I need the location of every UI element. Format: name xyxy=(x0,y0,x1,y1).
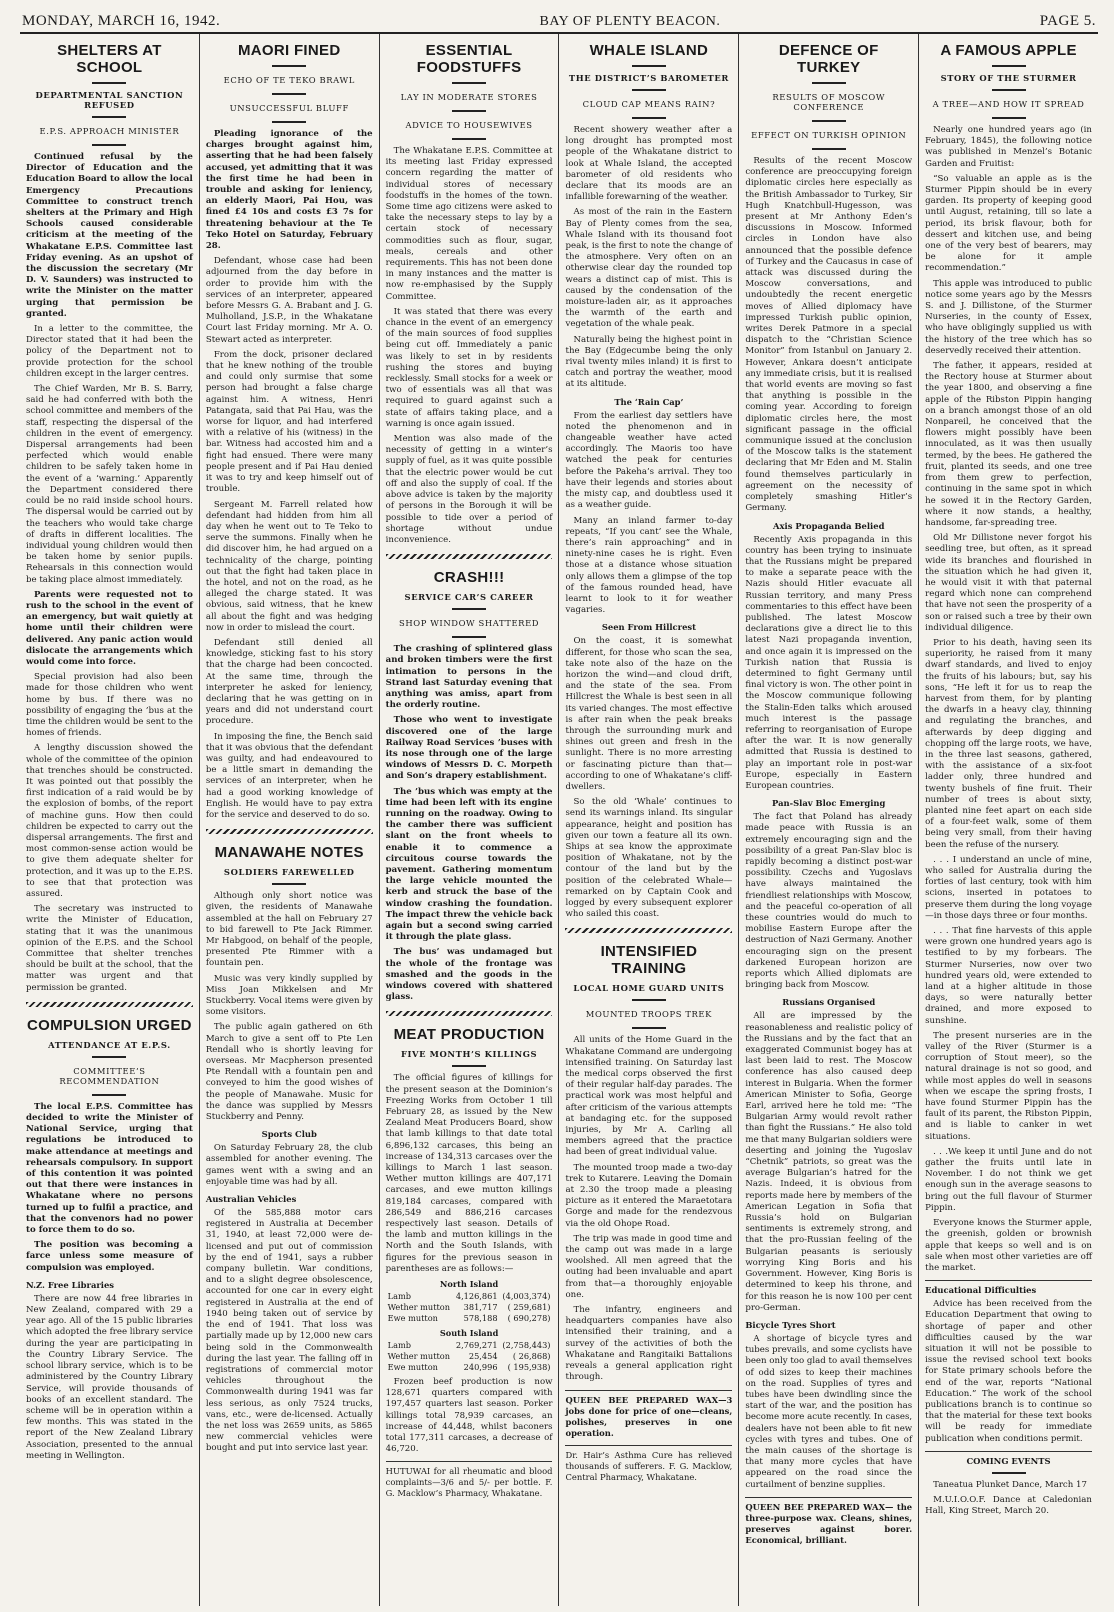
headline-apple: A FAMOUS APPLE xyxy=(940,42,1077,59)
paragraph: Pleading ignorance of the charges brought against him, asserting that he had been falsely accused, yet admitting that it was the first time he had been in trouble and asking for leniency, an elderly Maori, Pai Hou, was fined £4 10s and costs £3 7s for threatening behaviour at the Te Teko Hotel on Saturday, February 28. xyxy=(205,129,373,252)
subhead: MOUNTED TROOPS TREK xyxy=(585,1009,713,1020)
paragraph: Although only short notice was given, the residents of Manawahe assembled at the hall on February 27 to bid farewell to Pte Jack Rimmer. Mr Habgood, on behalf of the people, presented Pte Rimmer with a fountain pen. xyxy=(205,891,373,969)
paragraph: The fact that Poland has already made peace with Russia is an extremely encouraging sign and the possibility of a great Pan-Slav bloc is rapidly becoming a distinct post-war possibility. Czechs and Yugoslavs have always maintained the friendliest relationships with Moscow, and the peaceful co-operation of all these countries would do much to mobilise Eastern Europe after the destruction of Nazi Germany. Another encouraging sign on the present darkened European horizon are reports which Allied diplomats are bringing back from Moscow. xyxy=(745,812,913,991)
divider xyxy=(272,65,306,67)
table-row xyxy=(386,1302,553,1313)
column-4 xyxy=(559,34,739,1606)
column-1 xyxy=(20,34,200,1606)
column-3 xyxy=(380,34,560,1606)
paragraph: All are impressed by the reasonableness and realistic policy of the Russians and by the fact that an exaggerated Communist bogey has at last been laid to rest. The Moscow conference has also caused deep interest in Bulgaria. When the former American Minister to Sofia, George Earl, arrived here he told me: “The Bulgarian Army would revolt rather than fight the Russians.” He also told me that many Bulgarian soldiers were deserting and joining the Yugoslav “Chetnik” patriots, so great was the average Bulgarian’s hatred for the Nazis. Indeed, it is obvious from reports made here by members of the American Legation in Sofia that Russia’s hold on Bulgarian sentiments is extremely strong, and that the pro-Russian feeling of the Bulgarian peasants is seriously worrying King Boris and his Government. However, King Boris is determined to keep his throne, and for this reason he is now 100 per cent pro-German. xyxy=(745,1011,913,1313)
subhead: E.P.S. APPROACH MINISTER xyxy=(39,126,180,136)
table-row xyxy=(386,1313,553,1324)
paragraph: The bus’ was undamaged but the whole of the frontage was smashed and the goods in the windows covered with shattered glass. xyxy=(385,947,553,1003)
paragraph: Sergeant M. Farrell related how defendant had hidden from him all day when he went out to Te Teko to serve the summons. Finally when he did discover him, he had argued on a technicality of the charge, pointing out that the fight had taken place in the hotel, and not on the road, as he alleged the charge stated. It was obvious, said witness, that he knew all about the fight and was hedging now in order to mislead the court. xyxy=(205,499,373,633)
advertisement: QUEEN BEE PREPARED WAX— the three-purpose wax. Cleans, shines, preserves against borer. Economical, brilliant. xyxy=(745,1497,912,1546)
paragraph: The official figures of killings for the present season at the Dominion’s Freezing Works from October 1 till February 28, as issued by the New Zealand Meat Producers Board, show that lamb killings to that date total 6,896,132 carcases, this being an increase of 134,313 carcases over the killings to March 1 last season. Wether mutton killings are 407,171 carcases, and ewe mutton killings 819,184 carcases, compared with 286,549 and 886,216 carcases respectively last season. Details of the lamb and mutton killings in the North and the South Islands, with figures for the previous season in parentheses are as follows:— xyxy=(385,1073,553,1274)
divider xyxy=(992,65,1026,67)
subhead: SOLDIERS FAREWELLED xyxy=(223,867,355,878)
divider xyxy=(812,148,846,150)
paragraph: Of the 585,888 motor cars registered in Australia at December 31, 1940, at least 72,000 were de-licensed and put out of commission by the end of 1941, says a rubber company bulletin. War conditions, and to a slight degree obsolescence, accounted for one car in every eight registered in Australia at the end of 1940 being taken out of service by the end of 1941. That loss was partially made up by 12,000 new cars being sold in the Commonwealth during the last year. The falling off in registrations of commercial motor vehicles throughout the Commonwealth during 1941 was far less serious, as only 7524 trucks, vans, etc., were de-licensed. Actually the net loss was 2659 units, as 5865 new commercial vehicles were bought and put into service last year. xyxy=(205,1208,373,1454)
table-cell: ( 690,278) xyxy=(507,1313,551,1324)
paragraph: Old Mr Dillistone never forgot his seedling tree, but often, as it spread wide its branches and flourished in the situation which he had given it, he would visit it with that paternal regard which none can comprehend that have not seen the prosperity of a son or raised such a tree by their own individual diligence. xyxy=(925,533,1092,633)
headline-shelters: SHELTERS AT SCHOOL xyxy=(57,42,162,76)
paragraph: On Saturday February 28, the club assembled for another evening. The games went with a swing and an enjoyable time was had by all. xyxy=(205,1143,373,1187)
section-heading: Sports Club xyxy=(261,1129,317,1140)
table-cell: ( 26,868) xyxy=(512,1351,551,1362)
subhead: FIVE MONTH’S KILLINGS xyxy=(400,1049,538,1060)
advertisement: Dr. Hair’s Asthma Cure has relieved thousands of sufferers. F. G. Macklow, Central Pharmacy, Whakatane. xyxy=(565,1445,732,1483)
paragraph: Many an inland farmer to-day repeats, “If you cant’ see the Whale, there’s rain approaching” and in ninety-nine cases he is right. Even those at a distance whose situation only allows them a glimpse of the top of the famous rounded head, have learnt to look to it for weather vagaries. xyxy=(565,515,733,616)
table-cell: Ewe mutton xyxy=(387,1362,438,1373)
subhead: RESULTS OF MOSCOW CONFERENCE xyxy=(772,92,886,112)
south-island-table xyxy=(386,1340,553,1373)
paragraph: Recent showery weather after a long drought has prompted most people of the Whakatane district to look at Whale Island, the accepted barometer of old residents who declare that its moods are an infallible forewarning of the weather. xyxy=(565,125,733,203)
table-cell: 2,769,271 xyxy=(455,1340,498,1351)
divider xyxy=(812,120,846,122)
table-cell: 25,454 xyxy=(468,1351,498,1362)
subhead: CLOUD CAP MEANS RAIN? xyxy=(582,99,716,109)
paragraph: The infantry, engineers and headquarters companies have also intensified their training, and a survey of the activities of both the Whakatane and Rangitaiki Battalions reveals a general application right through. xyxy=(565,1305,733,1383)
headline-compulsion: COMPULSION URGED xyxy=(27,1016,192,1034)
event-item: Taneatua Plunket Dance, March 17 xyxy=(933,1479,1087,1490)
wave-divider xyxy=(386,554,553,559)
paragraph: The local E.P.S. Committee has decided to write the Minister of National Service, urging that regulations be introduced to make attendance at meetings and rehearsals compulsory. In support of this contention it was pointed out that there were instances in Whakatane where no persons turned up to fulfil a practice, and that the convenors had no power to force them to do so. xyxy=(26,1101,193,1236)
table-cell: ( 259,681) xyxy=(507,1302,551,1313)
subhead: LAY IN MODERATE STORES xyxy=(400,92,538,102)
paragraph: Nearly one hundred years ago (in February, 1845), the following notice was published in Menzel’s Botanic Garden and Fruitist: xyxy=(925,125,1092,169)
divider xyxy=(452,110,486,112)
paragraph: A shortage of bicycle tyres and tubes prevails, and some cyclists have been only too glad to avail themselves of odd sizes to keep their machines on the road. Supplies of tyres and tubes have been dwindling since the start of the war, and the position has become more acute recently. In cases, dealers have not been able to fit new cycles with tyres and tubes. One of the main causes of the shortage is that many more cycles that have appeared on the road since the curtailment of benzine supplies. xyxy=(745,1333,913,1490)
divider xyxy=(632,89,666,91)
table-cell: (2,758,443) xyxy=(502,1340,551,1351)
paragraph: Advice has been received from the Education Department that owing to shortage of paper and other difficulties caused by the war situation it will not be possible to issue the revised school text books for State primary schools before the end of the war, reports “National Education.” The work of the school publications branch is to continue so that the material for these text books will be ready for immediate publication when conditions permit. xyxy=(925,1299,1092,1444)
table-row xyxy=(386,1340,553,1351)
paragraph: The ’bus which was empty at the time had been left with its engine running on the roadway. Owing to the camber there was sufficient slant on the front wheels to enable it to commence a circuitous course towards the pavement. Gathering momentum the large vehicle mounted the kerb and struck the base of the window crashing the foundation. The impact threw the vehicle back again but a second swing carried it through the plate glass. xyxy=(385,786,553,943)
section-heading: N.Z. Free Libraries xyxy=(26,1279,115,1290)
column-6 xyxy=(919,34,1098,1606)
subhead: LOCAL HOME GUARD UNITS xyxy=(573,983,725,994)
paragraph: Results of the recent Moscow conference are preoccupying foreign diplomatic circles here especially as the British Ambassador to Turkey, Sir Hugh Knatchbull-Hugesson, was present at Mr Anthony Eden’s discussions in Moscow. Informed circles in London have also announced that the possible defence of Turkey and the Caucasus in case of attack was discussed during the Moscow conversations, and undoubtedly the recent energetic moves of Allied diplomacy have impressed Turkish public opinion, writes Derek Patmore in a special dispatch to the “Christian Science Monitor” from Istanbul on January 2. However, Ankara doesn’t anticipate any immediate crisis, but it is realised that world events are moving so fast that anything is possible in the coming year. According to foreign diplomatic circles here, the most significant passage in the official communique issued at the conclusion of the Moscow talks is the statement declaring that Mr Eden and M. Stalin found themselves particularly in agreement on the necessity of completely smashing Hitler’s Germany. xyxy=(745,156,913,514)
paragraph: From the earliest day settlers have noted the phenomenon and in changeable weather have acted accordingly. The Maoris too have watched the peak for centuries before the Pakeha’s arrival. They too have their legends and stories about the misty cap, and doubtless used it as a weather guide. xyxy=(565,410,733,511)
paragraph: In a letter to the committee, the Director stated that it had been the policy of the Department not to provide protection for the school children except in the larger centres. xyxy=(26,324,193,379)
paragraph: There are now 44 free libraries in New Zealand, compared with 29 a year ago. All of the 15 public libraries which adopted the free library service during the year are participating in the Country Library Service. The school library service, which is to be administered by the Country Library Service, will provide thousands of books of an excellent standard. The scheme will be in operation within a few months. This was stated in the report of the New Zealand Library Association, presented to the annual meeting in Wellington. xyxy=(26,1293,193,1461)
paragraph: Frozen beef production is now 128,671 quarters compared with 197,457 quarters last season. Porker killings total 78,939 carcases, an increase of 44,448, whilst baconers total 177,311 carcases, a decrease of 46,720. xyxy=(385,1377,553,1455)
paragraph: It was stated that there was every chance in the event of an emergency of the main sources of food supplies being cut off. Immediately a panic was likely to set in by residents rushing the stores and buying recklessly. Small stocks for a week or two of essentials was all that was required to guard against such a state of affairs taking place, and a warning is once again issued. xyxy=(385,306,553,429)
subhead: THE DISTRICT’S BAROMETER xyxy=(568,73,729,83)
paragraph: As most of the rain in the Eastern Bay of Plenty comes from the sea, Whale Island with its thousand foot peak, is the first to note the change of the atmosphere. Very often on an otherwise clear day the rounded top wears a distinct cap of mist. This is caused by the condensation of the moisture-laden air, as it approaches the warmth of the earth and vegetation of the whale peak. xyxy=(565,207,733,330)
advertisement: HUTUWAI for all rheumatic and blood complaints—3/6 and 5/- per bottle. F. G. Macklow’s Pharmacy, Whakatane. xyxy=(386,1461,553,1499)
headline-foodstuffs: ESSENTIAL FOODSTUFFS xyxy=(416,42,522,76)
subhead: UNSUCCESSFUL BLUFF xyxy=(229,103,349,113)
paragraph: . . . That fine harvests of this apple were grown one hundred years ago is testified to by my forbears. The Sturmer Nurseries, now over two hundred years old, were extended to land at a higher altitude in those days, so were naturally better drained, and more exposed to sunshine. xyxy=(925,926,1092,1026)
paragraph: Special provision had also been made for those children who went home by bus. If there was no possibility of engaging the ’bus at the time the children would be sent to the homes of friends. xyxy=(26,672,193,739)
wave-divider xyxy=(26,1002,193,1007)
paragraph: The present nurseries are in the valley of the River (Sturmer is a corruption of Stout meer), so the natural drainage is not so good, and while most apples do well in seasons when we escape the spring frosts, I have found Sturmer Pippin has the fault of its parent, the Ribston Pippin, and is liable to canker in wet situations. xyxy=(925,1030,1092,1142)
table-caption: North Island xyxy=(439,1279,499,1290)
section-heading: Bicycle Tyres Short xyxy=(745,1319,836,1330)
subhead: DEPARTMENTAL SANCTION REFUSED xyxy=(35,90,184,110)
divider xyxy=(272,883,306,885)
subhead: SHOP WINDOW SHATTERED xyxy=(399,618,540,629)
paragraph: Defendant, whose case had been adjourned from the day before in order to provide him with the services of an interpreter, appeared before Messrs G. A. Brabant and J. G. Mulholland, J.S.P., in the Whakatane Court last Friday morning. Mr A. O. Stewart acted as interpreter. xyxy=(205,256,373,345)
subhead: A TREE—AND HOW IT SPREAD xyxy=(932,99,1085,109)
paper-title: BAY OF PLENTY BEACON. xyxy=(539,14,721,29)
page-number: PAGE 5. xyxy=(1039,13,1096,29)
paragraph: Naturally being the highest point in the Bay (Edgecumbe being the only rival twenty miles inland) it is first to catch and portray the weather, mood at its altitude. xyxy=(565,334,733,390)
paragraph: Mention was also made of the necessity of getting in a winter’s supply of fuel, as it was quite possible that the electric power would be cut off and also the supply of coal. If the above advice is taken by the majority of persons in the Borough it will be possible to tide over a period of shortage without undue inconvenience. xyxy=(385,434,553,545)
table-cell: Ewe mutton xyxy=(387,1313,438,1324)
table-cell: Lamb xyxy=(387,1340,411,1351)
divider xyxy=(992,1472,1026,1474)
section-heading: COMING EVENTS xyxy=(925,1451,1092,1466)
divider xyxy=(992,117,1026,119)
divider xyxy=(92,1094,126,1096)
table-row xyxy=(386,1291,553,1302)
headline-meat: MEAT PRODUCTION xyxy=(393,1026,545,1044)
paragraph: The father, it appears, resided at the Rectory house at Sturmer about the year 1800, and observing a fine apple of the Ribston Pippin hanging on a branch amongst those of an old Nonpareil, he conceived that the flowers might possibly have been innoculated, as it was then usually termed, by the bees. He gathered the fruit, planted its seeds, and one tree from them grew to perfection, continuing in the same spot in which he sowed it in the Rectory Garden, where it now stands, a healthy, handsome, far-spreading tree. xyxy=(925,361,1092,528)
subhead: ADVICE TO HOUSEWIVES xyxy=(405,120,533,130)
divider xyxy=(452,636,486,638)
table-row xyxy=(386,1362,553,1373)
advertisement: QUEEN BEE PREPARED WAX—3 jobs done for price of one—cleans, polishes, preserves in one operation. xyxy=(565,1390,732,1439)
table-cell: 240,996 xyxy=(463,1362,498,1373)
subhead: SERVICE CAR’S CAREER xyxy=(404,592,534,603)
table-cell: Wether mutton xyxy=(387,1302,450,1313)
north-island-table xyxy=(386,1291,553,1324)
section-heading: Educational Difficulties xyxy=(925,1280,1092,1295)
table-cell: 4,126,861 xyxy=(455,1291,498,1302)
headline-turkey: DEFENCE OF TURKEY xyxy=(778,42,879,76)
paragraph: Prior to his death, having seen its superiority, he raised from it many dwarf standards, and lived to enjoy the fruits of his labours; but, say his sons, “He left it for us to reap the harvest from them, for by planting the dwarfs in a heavy clay, thinning and regulating the branches, and afterwards by deep digging and chopping off the large roots, we have, in the three last seasons, gathered, with the assistance of a six-foot ladder only, three hundred and twenty bushels of fine fruit. Their number of trees is about sixty, planted nine feet apart on each side of a four-feet walk, some of them being very small, from their having been the refuse of the nursery. xyxy=(925,637,1092,850)
divider xyxy=(992,89,1026,91)
paragraph: The mounted troop made a two-day trek to Kutarere. Leaving the Domain at 2.30 the troop made a pleasing picture as it entered the Maraetotara Gorge and made for the rendezvous via the old Ohope Road. xyxy=(565,1162,733,1229)
divider xyxy=(632,999,666,1001)
table-row xyxy=(386,1351,553,1362)
paragraph: The Whakatane E.P.S. Committee at its meeting last Friday expressed concern regarding the matter of individual stores of necessary foodstuffs in the homes of the town. Some time ago citizens were asked to take the necessary steps to lay by a certain stock of necessary commodities such as flour, sugar, meals, cereals and other requirements. This has not been done in many instances and the matter is now re-emphasised by the Supply Committee. xyxy=(385,146,553,302)
wave-divider xyxy=(565,928,732,933)
divider xyxy=(92,82,126,84)
masthead xyxy=(20,6,1098,34)
divider xyxy=(632,65,666,67)
paragraph: The crashing of splintered glass and broken timbers were the first intimation to persons in the Strand last Saturday evening that anything was amiss, apart from the orderly routine. xyxy=(385,644,553,711)
divider xyxy=(92,1056,126,1058)
subhead: EFFECT ON TURKISH OPINION xyxy=(751,130,907,140)
wave-divider xyxy=(206,829,373,834)
divider xyxy=(272,93,306,95)
paragraph: “So valuable an apple as is the Sturmer Pippin should be in every garden. Its property of keeping good until August, retaining, till so late a period, its brisk flavour, both for dessert and kitchen use, and being one of the very best of bearers, may be alone for it ample recommendation.” xyxy=(925,173,1092,274)
section-heading: Australian Vehicles xyxy=(205,1194,297,1205)
divider xyxy=(452,138,486,140)
section-heading: Pan-Slav Bloc Emerging xyxy=(772,798,886,809)
subhead: ATTENDANCE AT E.P.S. xyxy=(48,1039,171,1050)
divider xyxy=(452,1065,486,1067)
subhead: ECHO OF TE TEKO BRAWL xyxy=(223,75,355,85)
column-2 xyxy=(200,34,380,1606)
section-heading: Russians Organised xyxy=(782,997,876,1008)
subhead: COMMITTEE’S RECOMMENDATION xyxy=(59,1065,160,1086)
event-item: M.U.I.O.O.F. Dance at Caledonian Hall, King Street, March 20. xyxy=(925,1494,1092,1517)
divider xyxy=(452,608,486,610)
issue-date: MONDAY, MARCH 16, 1942. xyxy=(22,13,221,29)
headline-maori-fined: MAORI FINED xyxy=(238,42,341,59)
paragraph: The trip was made in good time and the camp out was made in a large woolshed. All men agreed that the outing had been invaluable and apart from that—a thoroughly enjoyable one. xyxy=(565,1233,733,1300)
headline-training: INTENSIFIED TRAINING xyxy=(600,943,698,978)
divider xyxy=(632,1027,666,1029)
paragraph: Those who went to investigate discovered one of the large Railway Road Services ’buses with its nose through one of the large windows of Messrs D. C. Morpeth and Son’s drapery establishment. xyxy=(385,715,553,782)
section-heading: The ‘Rain Cap’ xyxy=(614,396,684,407)
paragraph: Defendant still denied all knowledge, sticking fast to his story that the charge had been concocted. At the same time, through the interpreter he asked for leniency, declaring that he was getting on in years and did not understand court procedure. xyxy=(205,637,373,727)
headline-whale-island: WHALE ISLAND xyxy=(589,42,709,59)
headline-crash: CRASH!!! xyxy=(433,569,505,587)
divider xyxy=(452,82,486,84)
table-cell: 381,717 xyxy=(463,1302,498,1313)
paragraph: On the coast, it is somewhat different, for those who scan the sea, take note also of the haze on the horizon the wind—and cloud drift, and the state of the sea. From Hillcrest the Whale is best seen in all its varied changes. The most effective is after rain when the peak breaks through the surrounding murk and shines out green and fresh in the sunlight. There is no more arresting or fascinating picture than that—according to one of Whakatane’s cliff-dwellers. xyxy=(565,636,733,792)
paragraph: In imposing the fine, the Bench said that it was obvious that the defendant was guilty, and had endeavoured to be a little smart in demanding the services of an interpreter, when he had a good working knowledge of English. He would have to pay extra for the service and deserved to do so. xyxy=(205,731,373,820)
divider xyxy=(92,144,126,146)
headline-manawahe: MANAWAHE NOTES xyxy=(214,844,364,862)
column-5 xyxy=(739,34,919,1606)
paragraph: Continued refusal by the Director of Education and the Education Board to allow the local Emergency Precautions Committee to construct trench shelters at the Primary and High Schools caused considerable criticism at the meeting of the Whakatane E.P.S. Committee last Friday evening. As an upshot of the discussion the secretary (Mr D. V. Saunders) was instructed to write the Minister on the matter urging that permission be granted. xyxy=(26,152,193,319)
paragraph: The secretary was instructed to write the Minister of Education, stating that it was the unanimous opinion of the E.P.S. and the School Committee that shelter trenches should be built at the school, that the matter was urgent and that permission be granted. xyxy=(26,904,193,993)
paragraph: All units of the Home Guard in the Whakatane Command are undergoing intensified training. On Saturday last the medical corps observed the first of their regular half-day parades. The practical work was most helpful and after criticism of the various attempts at bandaging etc. for the supposed injuries, by Mr A. Carling all members agreed that the practice had been of great individual value. xyxy=(565,1035,733,1158)
paragraph: Everyone knows the Sturmer apple, the greenish, golden or brownish apple that keeps so well and is on sale when most other varieties are off the market. xyxy=(925,1218,1092,1273)
paragraph: A lengthy discussion showed the whole of the committee of the opinion that trenches should be constructed. It was pointed out that possibly the first indication of a raid would be by the explosion of bombs, of the report of machine guns. How then could children be expected to carry out the dispersal arrangements. The first and most common-sense action would be to give them adequate shelter for protection, and it was up to the E.P.S. to see that that protection was assured. xyxy=(26,743,193,899)
paragraph: So the old ‘Whale’ continues to send its warnings inland. Its singular appearance, height and position has given our town a feature all its own. Ships at sea know the approximate position of Whakatane, not by the contour of the land but by the position of the celebrated Whale—remarked on by Captain Cook and logged by every subsequent explorer who sailed this coast. xyxy=(565,797,733,920)
paragraph: Parents were requested not to rush to the school in the event of an emergency, but wait quietly at home until their children were delivered. Any panic action would dislocate the arrangements which would come into force. xyxy=(26,589,193,667)
section-heading: Axis Propaganda Belied xyxy=(773,520,885,531)
subhead: STORY OF THE STURMER xyxy=(940,73,1077,83)
paragraph: The Chief Warden, Mr B. S. Barry, said he had conferred with both the school committee and members of the staff, respecting the dispersal of the children in the event of emergency. Dispersal arrangements had been perfected which would enable children to be safely taken home in the event of a ‘warning.’ Apparently the Department considered there could be no raid inside school hours. The dispersal would be carried out by the teachers who would take charge of drafts in different localities. The individual young children would then be taken home by senior pupils. Rehearsals in this connection would be taking place almost immediately. xyxy=(26,384,193,585)
table-cell: Lamb xyxy=(387,1291,411,1302)
paragraph: From the dock, prisoner declared that he knew nothing of the trouble and could only surmise that some person had brought a false charge against him. A witness, Henri Patangata, said that Pai Hau, was the worse for liquor, and had interfered with a relative of his (witness) in the bar. Witness had accosted him and a fight had ensued. There were many people present and if Pai Hau denied it was to try and keep himself out of trouble. xyxy=(205,349,373,495)
divider xyxy=(92,116,126,118)
table-cell: 578,188 xyxy=(463,1313,498,1324)
paragraph: The position was becoming a farce unless some measure of compulsion was employed. xyxy=(26,1240,193,1273)
wave-divider xyxy=(386,1011,553,1016)
table-cell: (4,003,374) xyxy=(502,1291,551,1302)
divider xyxy=(272,121,306,123)
paragraph: This apple was introduced to public notice some years ago by the Messrs S. and J. Dillistone, of the Sturmer Nurseries, in the county of Essex, who have obligingly supplied us with the history of the tree which has so deservedly received their attention. xyxy=(925,278,1092,356)
section-heading: Seen From Hillcrest xyxy=(601,622,696,633)
paragraph: . . . I understand an uncle of mine, who sailed for Australia during the forties of last century, took with him scions, inserted in potatoes to preserve them during the long voyage—in those days three or four months. xyxy=(925,854,1092,921)
columns xyxy=(20,34,1098,1606)
paragraph: Recently Axis propaganda in this country has been trying to insinuate that the Russians might be prepared to make a separate peace with the Nazis should Hitler evacuate all Russian territory, and many Press commentaries to this effect have been published. The latest Moscow declarations give a direct lie to this latest Nazi propaganda invention, and once again it is impressed on the Turkish nation that Russia is determined to fight Germany until final victory is won. The other point in the Moscow communique following the Stalin-Eden talks which aroused much interest is the passage referring to reorganisation of Europe after the war. It is now generally admitted that Russia is destined to play an important role in post-war Europe, especially in Eastern European countries. xyxy=(745,534,913,791)
divider xyxy=(812,82,846,84)
table-caption: South Island xyxy=(439,1328,499,1339)
paragraph: . . .We keep it until June and do not gather the fruits until late in November. I do not think we get enough sun in the average seasons to bring out the full flavour of Sturmer Pippin. xyxy=(925,1146,1092,1213)
table-cell: ( 195,938) xyxy=(507,1362,551,1373)
table-cell: Wether mutton xyxy=(387,1351,450,1362)
paragraph: The public again gathered on 6th March to give a sent off to Pte Len Rendall who is shortly leaving for overseas. Mr Macpherson presented Pte Rendall with a fountain pen and conveyed to him the good wishes of the people of Manawahe. Music for the dance was supplied by Messrs Stuckberry and Penny. xyxy=(205,1022,373,1123)
divider xyxy=(632,117,666,119)
paragraph: Music was very kindly supplied by Miss Joan Mikkelsen and Mr Stuckberry. Vocal items were given by some visitors. xyxy=(205,973,373,1018)
